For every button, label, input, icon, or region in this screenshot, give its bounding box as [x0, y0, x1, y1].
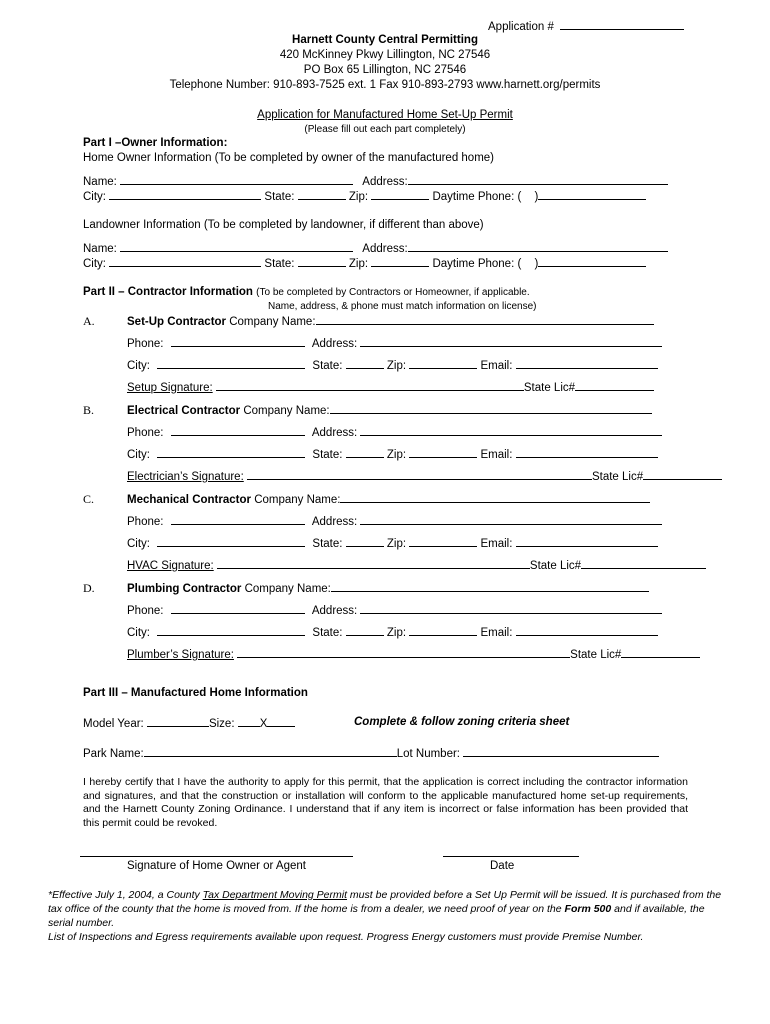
- landowner-phone-paren: ): [534, 258, 539, 270]
- part2-header: [83, 286, 530, 298]
- part2-note-1: (To be completed by Contractors or Homeowner, if applicable.: [256, 287, 530, 298]
- state-label: State:: [312, 449, 343, 461]
- electrical-contractor-phone-field[interactable]: [171, 425, 305, 436]
- landowner-city-field[interactable]: [109, 256, 261, 267]
- electrical-contractor-license-field[interactable]: [643, 469, 722, 480]
- owner-intro: Home Owner Information (To be completed by owner of the manufactured home): [83, 152, 495, 164]
- size-x: X: [259, 718, 268, 730]
- set-up-contractor-license-field[interactable]: [575, 380, 654, 391]
- set-up-contractor-email-field[interactable]: [516, 358, 658, 369]
- org-address-1: 420 McKinney Pkwy Lillington, NC 27546: [279, 49, 491, 61]
- mechanical-contractor-signature-row: [127, 558, 706, 572]
- landowner-name-label: Name:: [83, 243, 117, 255]
- electrical-contractor-city-row: [127, 447, 658, 461]
- plumbing-contractor-address-field[interactable]: [360, 603, 662, 614]
- phone-label: Phone:: [127, 516, 164, 528]
- model-year-row: [83, 716, 295, 730]
- footer-text-b: must be provided before a Set Up Permit will be issued. It is purchased from the tax office of the county that the home is moved from. If the home is from a dealer, we need proof of year on the: [48, 889, 722, 915]
- set-up-contractor-phone-field[interactable]: [171, 336, 305, 347]
- plumbing-contractor-title: Plumbing Contractor: [127, 583, 242, 595]
- plumbing-contractor-state-field[interactable]: [346, 625, 384, 636]
- electrical-contractor-address-field[interactable]: [360, 425, 662, 436]
- part2-note-2: Name, address, & phone must match information on license): [268, 301, 537, 312]
- city-label: City:: [127, 538, 150, 550]
- plumbing-contractor-company-row: [127, 581, 649, 595]
- landowner-name-field[interactable]: [120, 241, 353, 252]
- signature-label: HVAC Signature:: [127, 560, 214, 572]
- email-label: Email:: [480, 538, 513, 550]
- landowner-city-label: City:: [83, 258, 106, 270]
- mechanical-contractor-phone-row: [127, 514, 662, 528]
- set-up-contractor-address-field[interactable]: [360, 336, 662, 347]
- mechanical-contractor-company-row: [127, 492, 650, 506]
- part3-title: Part III – Manufactured Home Information: [83, 687, 308, 699]
- section-letter: B.: [83, 403, 95, 417]
- size-width-field[interactable]: [238, 716, 260, 727]
- section-letter: D.: [83, 581, 95, 595]
- address-label: Address:: [311, 516, 358, 528]
- set-up-contractor-phone-row: [127, 336, 662, 350]
- set-up-contractor-company-field[interactable]: [316, 314, 654, 325]
- phone-label: Phone:: [127, 605, 164, 617]
- set-up-contractor-city-row: [127, 358, 658, 372]
- size-label: Size:: [208, 718, 235, 730]
- zip-label: Zip:: [386, 627, 407, 639]
- zip-label: Zip:: [386, 538, 407, 550]
- company-name-label: Company Name:: [244, 583, 331, 595]
- plumbing-contractor-signature-row: [127, 647, 700, 661]
- city-label: City:: [127, 627, 150, 639]
- set-up-contractor-company-row: [127, 314, 654, 328]
- footer-note: [48, 888, 728, 944]
- application-number-label: Application #: [488, 21, 554, 33]
- footer-text-c: and if available, the serial number.: [48, 903, 705, 929]
- electrical-contractor-signature-field[interactable]: [247, 469, 592, 480]
- plumbing-contractor-zip-field[interactable]: [409, 625, 477, 636]
- date-label: Date: [490, 860, 515, 872]
- mechanical-contractor-zip-field[interactable]: [409, 536, 477, 547]
- mechanical-contractor-company-field[interactable]: [340, 492, 650, 503]
- part1-title: Part I –Owner Information:: [83, 137, 228, 149]
- plumbing-contractor-city-row: [127, 625, 658, 639]
- electrical-contractor-title: Electrical Contractor: [127, 405, 241, 417]
- mechanical-contractor-city-field[interactable]: [157, 536, 305, 547]
- landowner-address-field[interactable]: [408, 241, 668, 252]
- set-up-contractor-zip-field[interactable]: [409, 358, 477, 369]
- model-year-field[interactable]: [147, 716, 209, 727]
- mechanical-contractor-state-field[interactable]: [346, 536, 384, 547]
- set-up-contractor-signature-field[interactable]: [216, 380, 524, 391]
- owner-city-label: City:: [83, 191, 106, 203]
- certification-text: I hereby certify that I have the authority to apply for this permit, that the application is correct including the contractor information and signatures, and that the construction or installation will conform to the applicable manufactured home set-up requirements, and the Harnett County Zoning Ordinance. I understand that if any item is incorrect or false information has been provided that this permit could be revoked.: [83, 776, 688, 829]
- landowner-state-label: State:: [264, 258, 295, 270]
- address-label: Address:: [311, 338, 358, 350]
- zip-label: Zip:: [386, 449, 407, 461]
- lot-number-field[interactable]: [463, 746, 659, 757]
- owner-city-row: [83, 189, 646, 203]
- owner-address-field[interactable]: [408, 174, 668, 185]
- phone-label: Phone:: [127, 427, 164, 439]
- electrical-contractor-company-field[interactable]: [330, 403, 652, 414]
- landowner-zip-label: Zip:: [348, 258, 369, 270]
- electrical-contractor-phone-row: [127, 425, 662, 439]
- owner-signature-line[interactable]: [80, 856, 353, 857]
- mechanical-contractor-license-field[interactable]: [581, 558, 706, 569]
- electrical-contractor-company-row: [127, 403, 652, 417]
- part2-title: Part II – Contractor Information: [83, 286, 253, 298]
- plumbing-contractor-phone-row: [127, 603, 662, 617]
- electrical-contractor-signature-row: [127, 469, 722, 483]
- date-line[interactable]: [443, 856, 579, 857]
- company-name-label: Company Name:: [254, 494, 341, 506]
- zoning-note: Complete & follow zoning criteria sheet: [354, 716, 570, 728]
- electrical-contractor-state-field[interactable]: [346, 447, 384, 458]
- address-label: Address:: [311, 427, 358, 439]
- email-label: Email:: [480, 360, 513, 372]
- owner-state-label: State:: [264, 191, 295, 203]
- plumbing-contractor-company-field[interactable]: [331, 581, 649, 592]
- tax-moving-permit-text: Tax Department Moving Permit: [202, 889, 348, 901]
- application-number-line[interactable]: [560, 19, 684, 30]
- landowner-zip-field[interactable]: [371, 256, 429, 267]
- footer-inspections-note: List of Inspections and Egress requirements available upon request. Progress Energy customers must provide Premise Number.: [48, 931, 644, 943]
- owner-zip-label: Zip:: [348, 191, 369, 203]
- mechanical-contractor-signature-field[interactable]: [217, 558, 530, 569]
- landowner-state-field[interactable]: [298, 256, 346, 267]
- owner-name-label: Name:: [83, 176, 117, 188]
- phone-label: Phone:: [127, 338, 164, 350]
- state-lic-label: State Lic#: [523, 382, 576, 394]
- landowner-intro: Landowner Information (To be completed by landowner, if different than above): [83, 219, 484, 231]
- model-year-label: Model Year:: [83, 718, 144, 730]
- park-name-row: [83, 746, 659, 760]
- electrical-contractor-email-field[interactable]: [516, 447, 658, 458]
- park-name-field[interactable]: [144, 746, 397, 757]
- company-name-label: Company Name:: [243, 405, 330, 417]
- mechanical-contractor-city-row: [127, 536, 658, 550]
- org-contact: Telephone Number: 910-893-7525 ext. 1 Fax 910-893-2793 www.harnett.org/permits: [169, 79, 601, 91]
- state-label: State:: [312, 627, 343, 639]
- mechanical-contractor-title: Mechanical Contractor: [127, 494, 251, 506]
- state-label: State:: [312, 360, 343, 372]
- address-label: Address:: [311, 605, 358, 617]
- plumbing-contractor-license-field[interactable]: [621, 647, 700, 658]
- section-letter: C.: [83, 492, 95, 506]
- set-up-contractor-signature-row: [127, 380, 654, 394]
- landowner-address-label: Address:: [362, 243, 408, 255]
- owner-address-label: Address:: [362, 176, 408, 188]
- city-label: City:: [127, 360, 150, 372]
- owner-name-field[interactable]: [120, 174, 353, 185]
- owner-zip-field[interactable]: [371, 189, 429, 200]
- landowner-phone-label: Daytime Phone: (: [432, 258, 522, 270]
- set-up-contractor-state-field[interactable]: [346, 358, 384, 369]
- owner-phone-paren: ): [534, 191, 539, 203]
- org-name: Harnett County Central Permitting: [292, 34, 478, 46]
- form-subtitle: (Please fill out each part completely): [304, 124, 466, 135]
- landowner-name-row: [83, 241, 668, 255]
- mechanical-contractor-email-field[interactable]: [516, 536, 658, 547]
- zip-label: Zip:: [386, 360, 407, 372]
- size-length-field[interactable]: [267, 716, 295, 727]
- state-lic-label: State Lic#: [591, 471, 644, 483]
- electrical-contractor-zip-field[interactable]: [409, 447, 477, 458]
- plumbing-contractor-phone-field[interactable]: [171, 603, 305, 614]
- mechanical-contractor-address-field[interactable]: [360, 514, 662, 525]
- mechanical-contractor-phone-field[interactable]: [171, 514, 305, 525]
- form-500-text: Form 500: [564, 903, 612, 915]
- email-label: Email:: [480, 449, 513, 461]
- owner-signature-label: Signature of Home Owner or Agent: [127, 860, 306, 872]
- application-number-field: [488, 19, 684, 33]
- plumbing-contractor-signature-field[interactable]: [237, 647, 570, 658]
- landowner-phone-field[interactable]: [538, 256, 646, 267]
- form-title: Application for Manufactured Home Set-Up Permit: [257, 109, 513, 121]
- owner-phone-label: Daytime Phone: (: [432, 191, 522, 203]
- plumbing-contractor-email-field[interactable]: [516, 625, 658, 636]
- signature-label: Setup Signature:: [127, 382, 213, 394]
- set-up-contractor-city-field[interactable]: [157, 358, 305, 369]
- signature-label: Electrician’s Signature:: [127, 471, 244, 483]
- electrical-contractor-city-field[interactable]: [157, 447, 305, 458]
- state-lic-label: State Lic#: [529, 560, 582, 572]
- owner-name-row: [83, 174, 668, 188]
- signature-label: Plumber’s Signature:: [127, 649, 234, 661]
- set-up-contractor-title: Set-Up Contractor: [127, 316, 227, 328]
- email-label: Email:: [480, 627, 513, 639]
- org-address-2: PO Box 65 Lillington, NC 27546: [303, 64, 467, 76]
- city-label: City:: [127, 449, 150, 461]
- footer-text-a: *Effective July 1, 2004, a County: [48, 889, 203, 901]
- plumbing-contractor-city-field[interactable]: [157, 625, 305, 636]
- landowner-city-row: [83, 256, 646, 270]
- owner-state-field[interactable]: [298, 189, 346, 200]
- lot-number-label: Lot Number:: [396, 748, 460, 760]
- company-name-label: Company Name:: [229, 316, 316, 328]
- state-label: State:: [312, 538, 343, 550]
- owner-phone-field[interactable]: [538, 189, 646, 200]
- state-lic-label: State Lic#: [570, 649, 622, 661]
- section-letter: A.: [83, 314, 95, 328]
- owner-city-field[interactable]: [109, 189, 261, 200]
- park-name-label: Park Name:: [83, 748, 144, 760]
